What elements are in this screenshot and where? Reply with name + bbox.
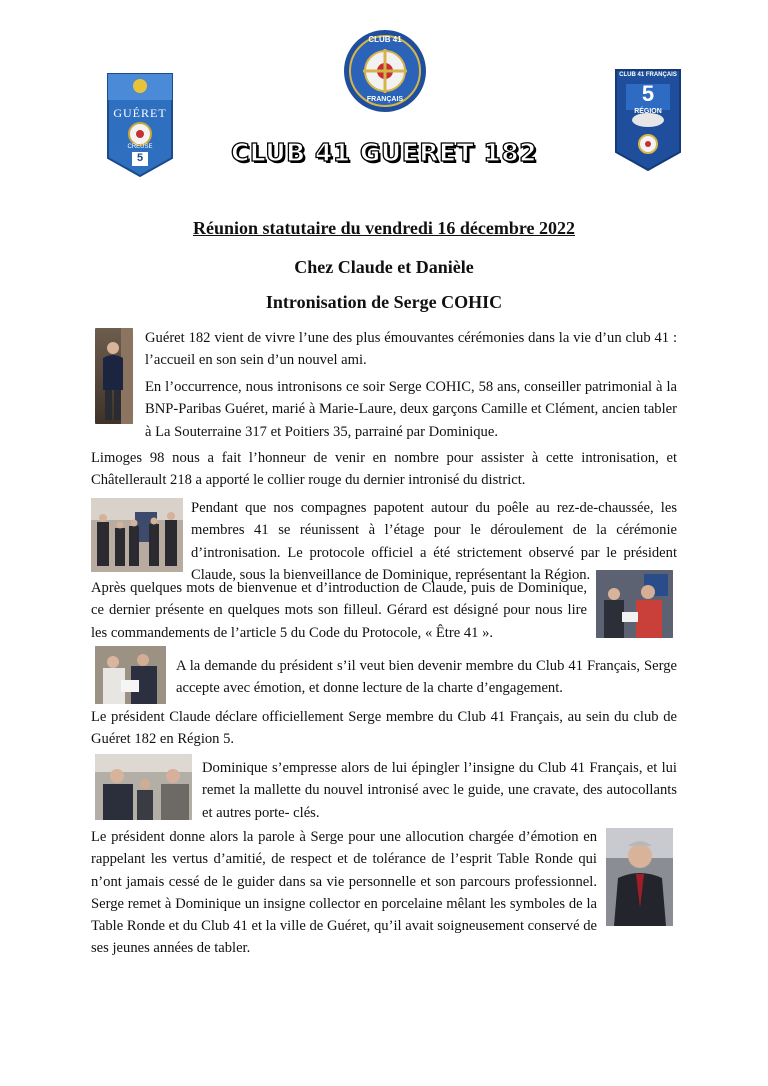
paragraph-official-declaration: Le président Claude déclare officiellement Serge membre du Club 41 Français, au sein du club de Guéret 182 en Région 5. xyxy=(91,709,677,748)
paragraph-introduction: En l’occurrence, nous intronisons ce soir Serge COHIC, 58 ans, conseiller patrimonial à la BNP-Paribas Guéret, marié à Marie-Laure, deux garçons Camille et Clément, ancien tabler à La Souterraine 317 et Poitiers 35, parrainé par Dominique. xyxy=(145,379,677,440)
paragraph-ceremony: Pendant que nos compagnes papotent autour du poêle au rez-de-chaussée, les membres 41 se réunissent à l’étage pour le déroulement de la cérémonie d’intronisation. Le protocole officiel a été strictement observé par le président Claude, sous la bienveillance de Dominique, représentant la Région. xyxy=(191,500,677,583)
club41-emblem-logo xyxy=(343,29,427,113)
photo-charter-reading xyxy=(95,646,166,704)
photo-serge-speech xyxy=(606,828,673,926)
gueret-pennant-logo xyxy=(106,72,174,178)
emblem-bottom-text: FRANÇAIS xyxy=(366,96,404,103)
photo-serge-portrait xyxy=(95,328,133,424)
club-name-title: CLUB 41 GUERET 182 xyxy=(230,138,538,167)
photo-insignia-pinning xyxy=(95,754,192,820)
region5-pennant-logo xyxy=(614,68,682,172)
paragraph-insignia: Dominique s’empresse alors de lui épingler l’insigne du Club 41 Français, et lui remet la mallette du nouvel intronisé avec le guide, une cravate, des autocollants et autres porte- clés. xyxy=(202,760,677,821)
photo-reading-commandments xyxy=(596,570,673,638)
paragraph-welcome: Guéret 182 vient de vivre l’une des plus émouvantes cérémonies dans la vie d’un club 41 : l’accueil en son sein d’un nouvel ami. xyxy=(145,330,677,369)
paragraph-guests: Limoges 98 nous a fait l’honneur de venir en nombre pour assister à cette intronisation, et Châtellerault 218 a apporté le collier rouge du dernier intronisé du district. xyxy=(91,450,677,489)
right-pennant-region: RÉGION xyxy=(634,108,662,115)
subject-heading: Intronisation de Serge COHIC xyxy=(265,292,503,312)
paragraph-sponsor-presentation: Après quelques mots de bienvenue et d’introduction de Claude, puis de Dominique, ce dernier présente en quelques mots son filleul. Gérard est désigné pour nous lire les commandements de l’article 5 du Code du Protocole, « Être 41 ». xyxy=(91,580,587,641)
right-pennant-number: 5 xyxy=(641,81,655,106)
meeting-heading: Réunion statutaire du vendredi 16 décembre 2022 xyxy=(192,218,575,238)
venue-heading: Chez Claude et Danièle xyxy=(294,257,474,277)
paragraph-charter: A la demande du président s’il veut bien devenir membre du Club 41 Français, Serge accepte avec émotion, et donne lecture de la charte d’engagement. xyxy=(176,658,677,697)
left-pennant-number: 5 xyxy=(136,152,144,164)
paragraph-speech: Le président donne alors la parole à Serge pour une allocution chargée d’émotion en rappelant les vertus d’amitié, de respect et de tolérance de l’esprit Table Ronde qui n’ont jamais cessé de le guider dans sa vie personnelle et son parcours professionnel. Serge remet à Dominique un insigne collector en porcelaine mêlant les symboles de la Table Ronde et du Club 41 et la ville de Guéret, qu’il avait soigneusement conservé de ses jeunes années de tabler. xyxy=(91,829,597,957)
left-pennant-title: GUÉRET xyxy=(113,106,167,120)
left-pennant-subtitle: CREUSE xyxy=(127,144,153,150)
right-pennant-title: CLUB 41 FRANÇAIS xyxy=(619,72,677,78)
photo-ceremony-group xyxy=(91,498,183,572)
emblem-top-text: CLUB 41 xyxy=(368,35,402,44)
